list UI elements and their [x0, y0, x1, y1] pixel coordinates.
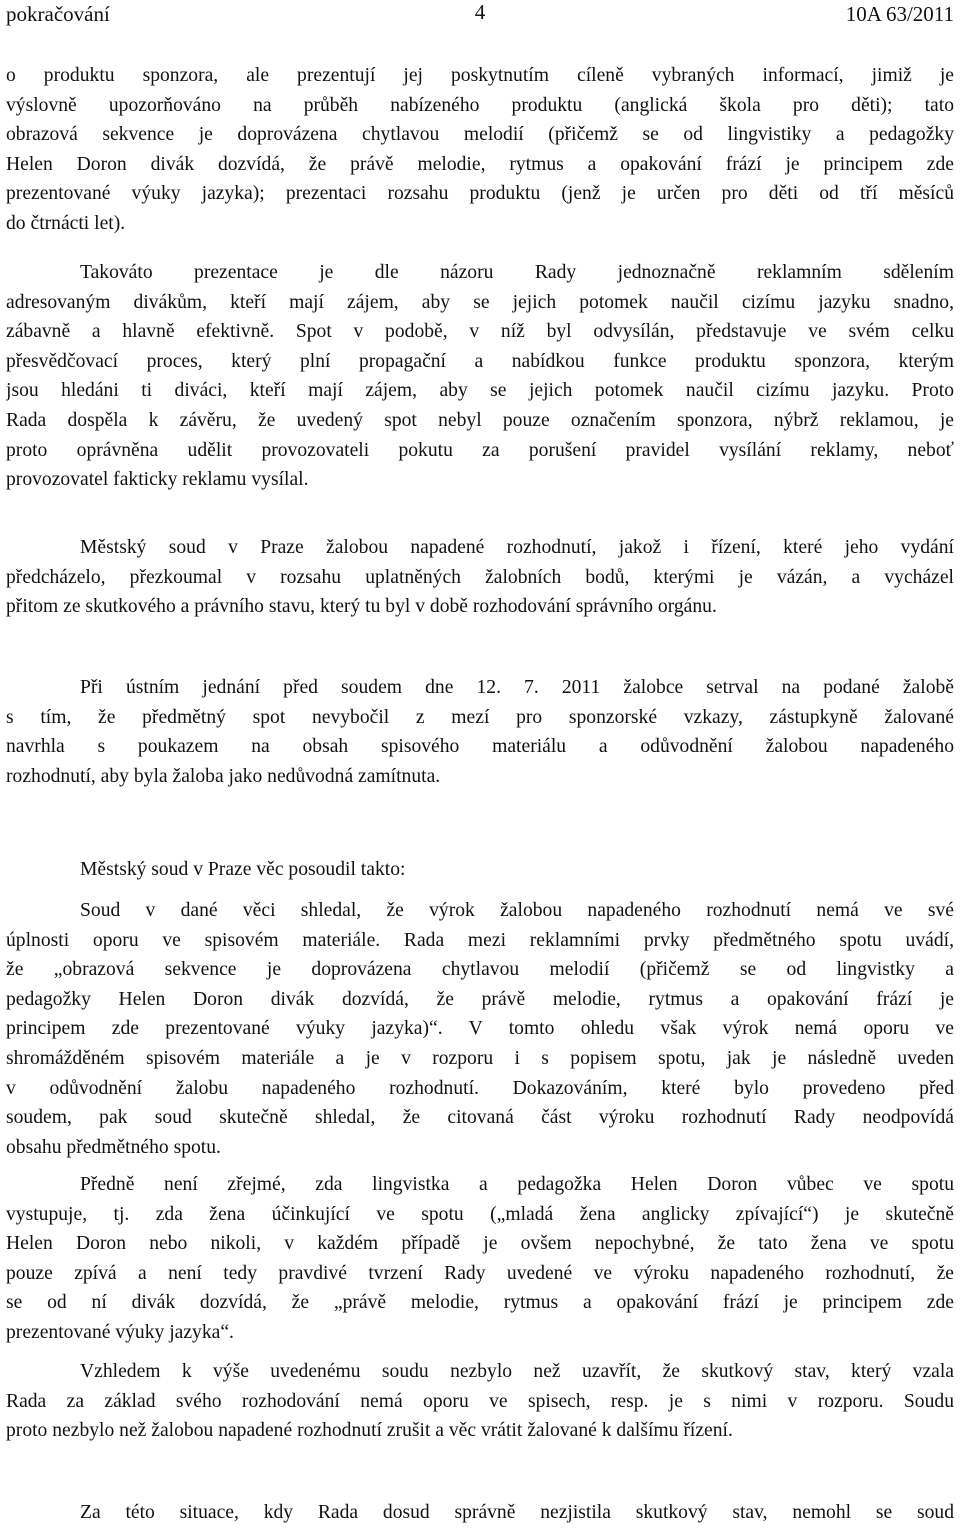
text-line: Městský soud v Praze věc posoudil takto:: [80, 859, 406, 880]
text-line: Předně není zřejmé, zda lingvistka a pedagožka Helen Doron vůbec ve spotu: [80, 1174, 954, 1195]
text-line: Rada dospěla k závěru, že uvedený spot nebyl pouze označením sponzora, nýbrž reklamou, je: [6, 409, 954, 431]
paragraph-court-assessment-heading: [6, 855, 954, 885]
text-line: Soud v dané věci shledal, že výrok žalobou napadeného rozhodnutí nemá ve své: [80, 900, 954, 921]
file-number: 10A 63/2011: [845, 2, 954, 26]
text-line: výslovně upozorňováno na průběh nabízeného produktu (anglická škola pro děti); tato: [6, 94, 954, 116]
text-line: předcházelo, přezkoumal v rozsahu uplatněných žalobních bodů, kterými je vázán, a vycházel: [6, 566, 954, 588]
text-line: do čtrnácti let).: [6, 212, 126, 234]
text-line: rozhodnutí, aby byla žaloba jako nedůvodná zamítnuta.: [6, 765, 441, 787]
page-number: 4: [474, 0, 486, 24]
text-line: soudem, pak soud skutečně shledal, že citovaná část výroku rozhodnutí Rady neodpovídá: [6, 1107, 954, 1129]
text-line: Za této situace, kdy Rada dosud správně nezjistila skutkový stav, nemohl se soud: [80, 1502, 954, 1523]
paragraph-council-opinion: [6, 258, 954, 495]
text-line: proto oprávněna udělit provozovateli pokutu za porušení pravidel vysílání reklamy, neboť: [6, 439, 954, 461]
text-line: Helen Doron divák dozvídá, že právě melodie, rytmus a opakování frází je principem zde: [6, 153, 954, 175]
text-line: Helen Doron nebo nikoli, v každém případě je ovšem nepochybné, že tato žena ve spotu: [6, 1233, 954, 1255]
text-line: obrazová sekvence je doprovázena chytlavou melodií (přičemž se od lingvistiky a pedagožky: [6, 124, 954, 146]
text-line: obsahu předmětného spotu.: [6, 1136, 221, 1158]
text-line: pedagožky Helen Doron divák dozvídá, že právě melodie, rytmus a opakování frází je: [6, 988, 954, 1010]
text-line: vystupuje, tj. zda žena účinkující ve spotu („mladá žena anglicky zpívající“) je skutečně: [6, 1203, 954, 1225]
paragraph-court-finding: [6, 896, 954, 1162]
text-line: principem zde prezentované výuky jazyka)“. V tomto ohledu však výrok nemá oporu ve: [6, 1018, 954, 1040]
text-line: přesvědčovací proces, který plní propagační a nabídkou funkce produktu sponzora, kterým: [6, 350, 954, 372]
paragraph-court-review: [6, 533, 954, 622]
text-line: prezentované výuky jazyka); prezentaci rozsahu produktu (jenž je určen pro děti od tří měsíců: [6, 183, 954, 205]
text-line: o produktu sponzora, ale prezentují jej poskytnutím cíleně vybraných informací, jimiž je: [6, 65, 954, 86]
text-line: Rada za základ svého rozhodování nemá oporu ve spisech, resp. je s nimi v rozporu. Soudu: [6, 1390, 954, 1412]
text-line: prezentované výuky jazyka“.: [6, 1321, 234, 1343]
text-line: že „obrazová sekvence je doprovázena chytlavou melodií (přičemž se od lingvistky a: [6, 959, 954, 981]
paragraph-oral-hearing: [6, 673, 954, 791]
paragraph-conclusion: [6, 1357, 954, 1446]
text-line: se od ní divák dozvídá, že „právě melodie, rytmus a opakování frází je principem zde: [6, 1292, 954, 1314]
text-line: s tím, že předmětný spot nevybočil z mezí pro sponzorské vzkazy, zástupkyně žalované: [6, 706, 954, 728]
paragraph-helen-doron: [6, 1170, 954, 1348]
text-line: navrhla s poukazem na obsah spisového materiálu a odůvodnění žalobou napadeného: [6, 736, 954, 758]
text-line: úplnosti oporu ve spisovém materiále. Rada mezi reklamními prvky předmětného spotu uvádí,: [6, 929, 954, 951]
text-line: Při ústním jednání před soudem dne 12. 7. 2011 žalobce setrval na podané žalobě: [80, 677, 954, 698]
text-line: proto nezbylo než žalobou napadené rozhodnutí zrušit a věc vrátit žalované k dalšímu řízení.: [6, 1420, 733, 1442]
text-line: v odůvodnění žalobu napadeného rozhodnutí. Dokazováním, které bylo provedeno před: [6, 1077, 954, 1099]
text-line: shromážděném spisovém materiále a je v rozporu i s popisem spotu, jak je následně uveden: [6, 1047, 954, 1069]
text-line: adresovaným divákům, kteří mají zájem, aby se jejich potomek naučil cizímu jazyku snadno,: [6, 291, 954, 313]
text-line: pouze zpívá a není tedy pravdivé tvrzení Rady uvedené ve výroku napadeného rozhodnutí, že: [6, 1262, 954, 1284]
text-line: Městský soud v Praze žalobou napadené rozhodnutí, jakož i řízení, které jeho vydání: [80, 537, 954, 558]
paragraph-final: [6, 1498, 954, 1528]
text-line: jsou hledáni ti diváci, kteří mají zájem, aby se jejich potomek naučil cizímu jazyku. Proto: [6, 380, 954, 402]
text-line: Vzhledem k výše uvedenému soudu nezbylo než uzavřít, že skutkový stav, který vzala: [80, 1361, 954, 1382]
text-line: Takováto prezentace je dle názoru Rady jednoznačně reklamním sdělením: [80, 262, 954, 283]
text-line: zábavně a hlavně efektivně. Spot v podobě, v níž byl odvysílán, představuje ve svém celku: [6, 321, 954, 343]
page-header: [6, 0, 954, 30]
text-line: provozovatel fakticky reklamu vysílal.: [6, 469, 309, 491]
paragraph-product-description: [6, 61, 954, 239]
header-continuation-label: pokračování: [6, 2, 110, 26]
text-line: přitom ze skutkového a právního stavu, který tu byl v době rozhodování správního orgánu.: [6, 596, 717, 618]
